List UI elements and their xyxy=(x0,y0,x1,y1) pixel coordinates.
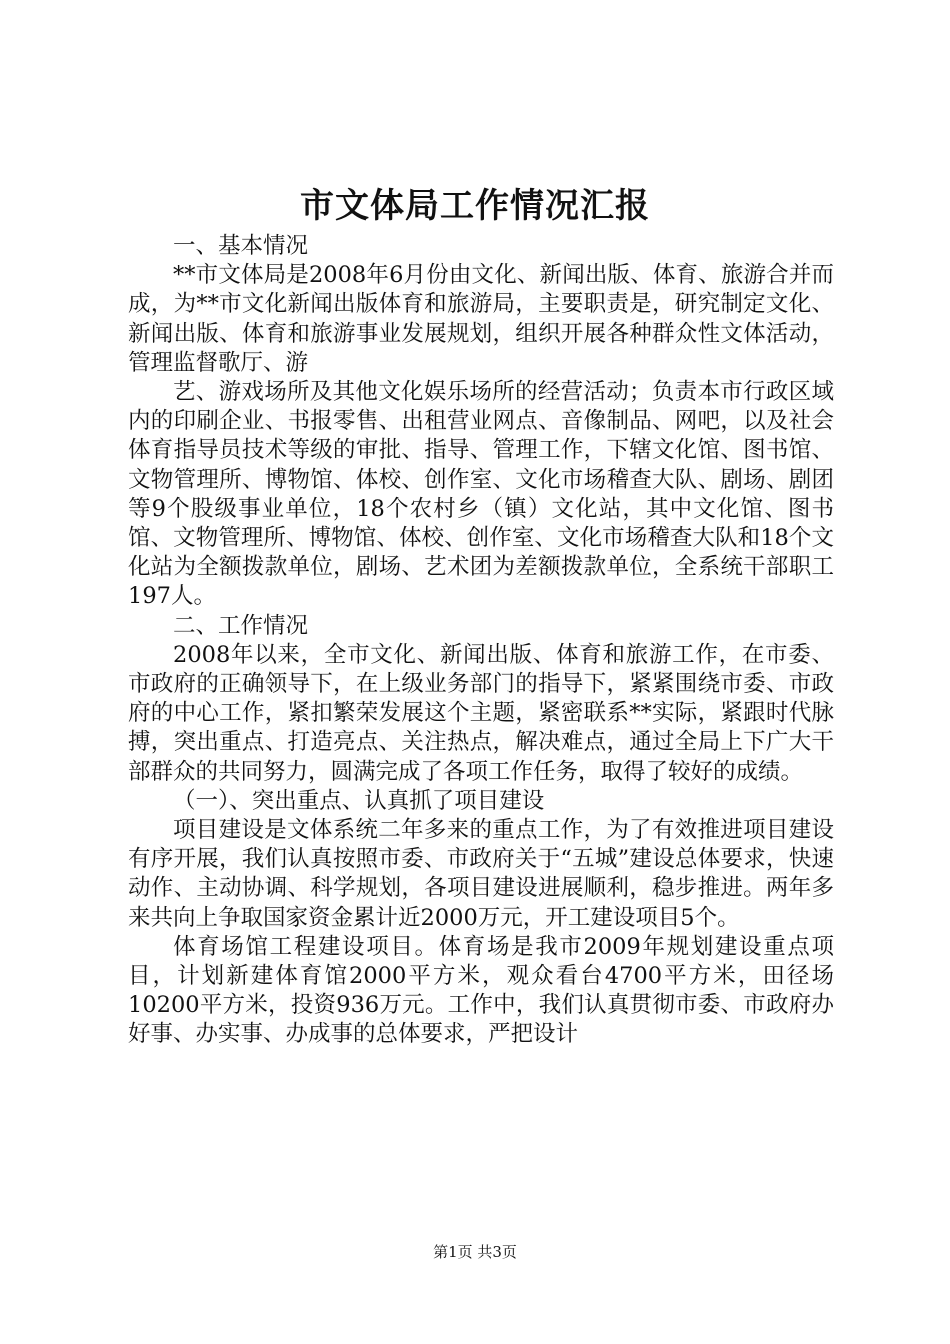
document-body xyxy=(128,232,834,1050)
paragraph: 项目建设是文体系统二年多来的重点工作，为了有效推进项目建设有序开展，我们认真按照市委、市政府关于“五城”建设总体要求，快速动作、主动协调、科学规划，各项目建设进展顺利，稳步推进。两年多来共向上争取国家资金累计近2000万元，开工建设项目5个。 xyxy=(128,817,834,931)
paragraph: 体育场馆工程建设项目。体育场是我市2009年规划建设重点项目，计划新建体育馆2000平方米，观众看台4700平方米，田径场10200平方米，投资936万元。工作中，我们认真贯彻市委、市政府办好事、办实事、办成事的总体要求，严把设计 xyxy=(128,933,834,1048)
section-heading-basic: 一、基本情况 xyxy=(173,233,309,259)
paragraph: 艺、游戏场所及其他文化娱乐场所的经营活动；负责本市行政区域内的印刷企业、书报零售、出租营业网点、音像制品、网吧，以及社会体育指导员技术等级的审批、指导、管理工作，下辖文化馆、图书馆、文物管理所、博物馆、体校、创作室、文化市场稽查大队、剧场、剧团等9个股级事业单位，18个农村乡（镇）文化站，其中文化馆、图书馆、文物管理所、博物馆、体校、创作室、文化市场稽查大队和18个文化站为全额拨款单位，剧场、艺术团为差额拨款单位，全系统干部职工197人。 xyxy=(128,379,834,610)
paragraph: 2008年以来，全市文化、新闻出版、体育和旅游工作，在市委、市政府的正确领导下，在上级业务部门的指导下，紧紧围绕市委、市政府的中心工作，紧扣繁荣发展这个主题，紧密联系**实际，紧跟时代脉搏，突出重点、打造亮点、关注热点，解决难点，通过全局上下广大干部群众的共同努力，圆满完成了各项工作任务，取得了较好的成绩。 xyxy=(128,641,834,785)
section-heading-work: 二、工作情况 xyxy=(173,612,309,639)
paragraph: **市文体局是2008年6月份由文化、新闻出版、体育、旅游合并而成，为**市文化新闻出版体育和旅游局，主要职责是，研究制定文化、新闻出版、体育和旅游事业发展规划，组织开展各种群众性文体活动，管理监督歌厅、游 xyxy=(128,262,834,376)
page-number-footer: 第1页 共3页 xyxy=(433,1243,517,1261)
document-title: 市文体局工作情况汇报 xyxy=(300,186,650,226)
subsection-heading: （一）、突出重点、认真抓了项目建设 xyxy=(173,787,545,814)
